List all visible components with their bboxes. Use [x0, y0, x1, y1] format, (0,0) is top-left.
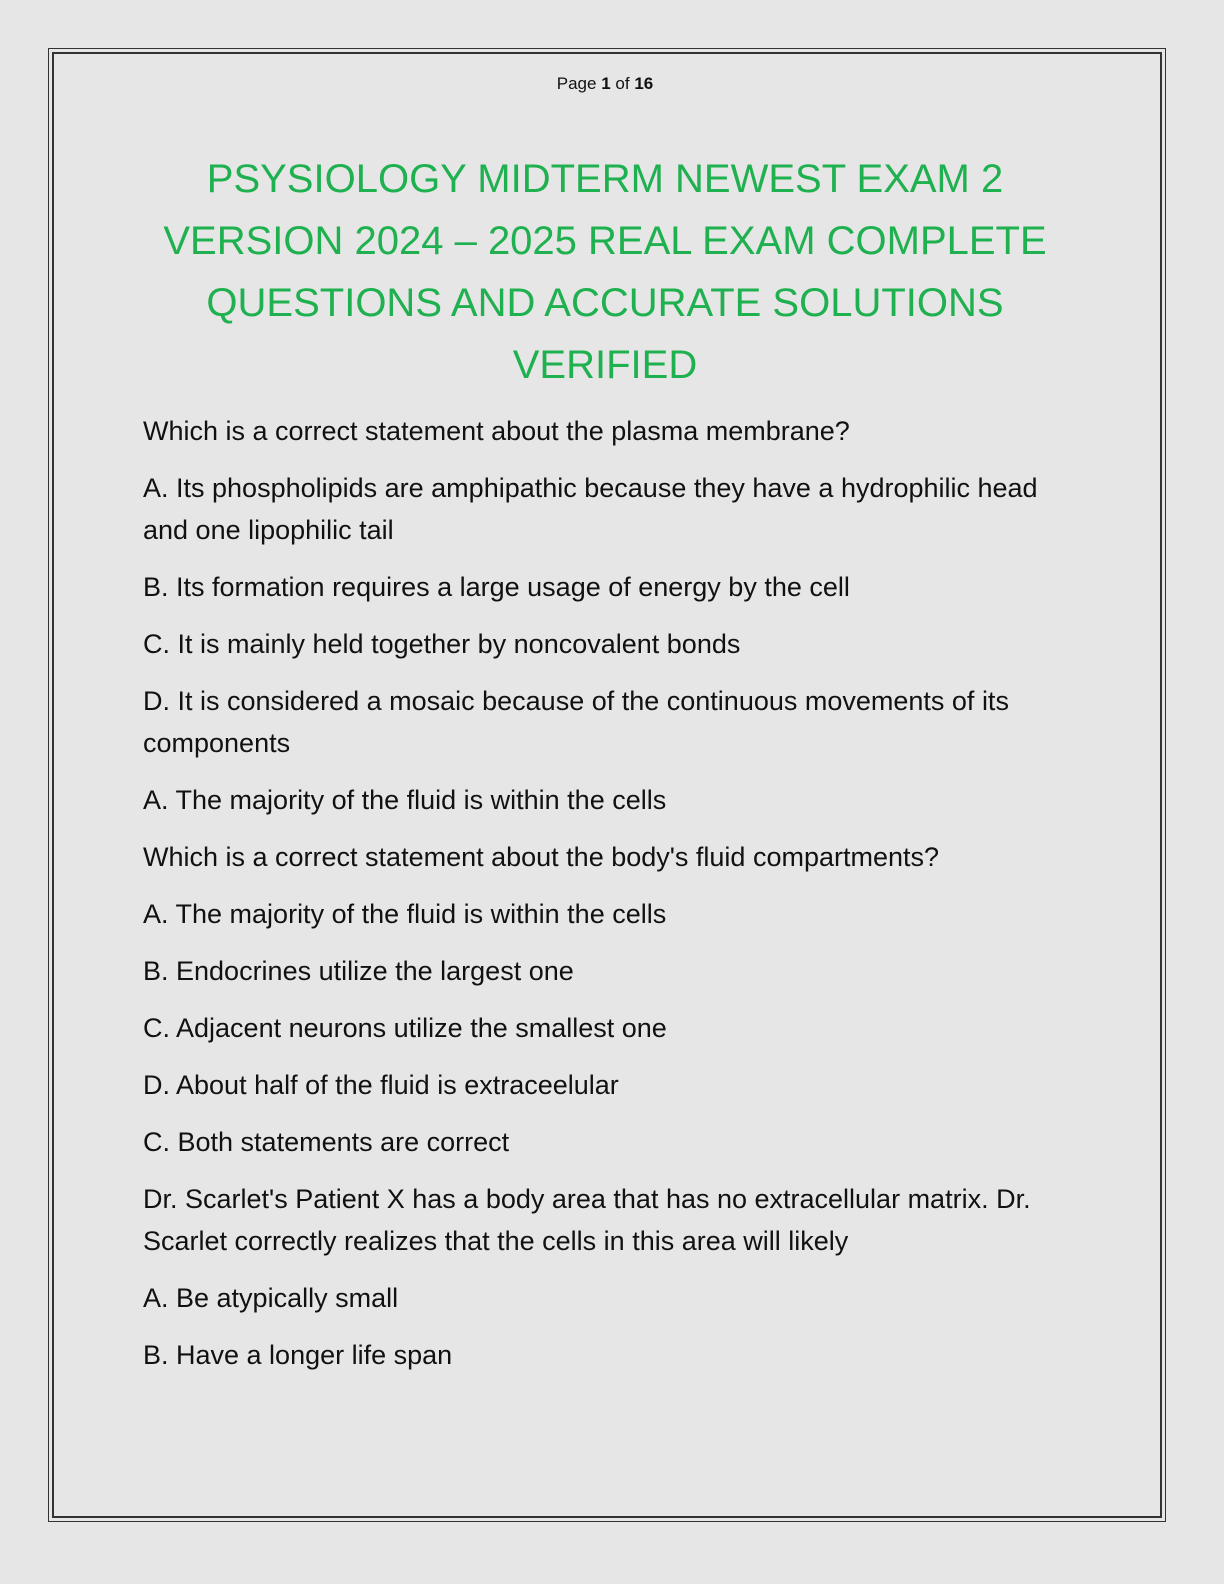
answer-option: B. Endocrines utilize the largest one — [143, 956, 574, 986]
answer-key: C. Both statements are correct — [143, 1127, 510, 1157]
question-1: Which is a correct statement about the plasma membrane? — [143, 416, 850, 446]
title-line: QUESTIONS AND ACCURATE SOLUTIONS — [206, 281, 1004, 325]
document-title — [150, 148, 1060, 396]
answer-option: A. Its phospholipids are amphipathic because they have a hydrophilic head and one lipophilic tail — [143, 473, 1038, 545]
page-current: 1 — [601, 74, 611, 93]
question-2: Which is a correct statement about the body's fluid compartments? — [143, 842, 940, 872]
document-body — [143, 410, 1083, 1391]
answer-option: C. It is mainly held together by noncovalent bonds — [143, 629, 741, 659]
answer-option: A. The majority of the fluid is within the cells — [143, 899, 667, 929]
answer-option: A. Be atypically small — [143, 1283, 399, 1313]
page-total: 16 — [634, 74, 654, 93]
page-sep: of — [615, 74, 630, 93]
answer-option: B. Have a longer life span — [143, 1340, 453, 1370]
answer-key: A. The majority of the fluid is within the cells — [143, 785, 667, 815]
title-line: VERIFIED — [512, 343, 698, 387]
answer-option: D. About half of the fluid is extraceelular — [143, 1070, 619, 1100]
answer-option: D. It is considered a mosaic because of the continuous movements of its components — [143, 686, 1009, 758]
answer-option: B. Its formation requires a large usage of energy by the cell — [143, 572, 850, 602]
title-line: VERSION 2024 – 2025 REAL EXAM COMPLETE — [163, 219, 1047, 263]
question-3: Dr. Scarlet's Patient X has a body area that has no extracellular matrix. Dr. Scarlet correctly realizes that the cells in this area will likely — [143, 1184, 1031, 1256]
title-line: PSYSIOLOGY MIDTERM NEWEST EXAM 2 — [206, 157, 1004, 201]
page-number — [0, 74, 1210, 94]
answer-option: C. Adjacent neurons utilize the smallest one — [143, 1013, 667, 1043]
page-prefix: Page — [556, 74, 597, 93]
